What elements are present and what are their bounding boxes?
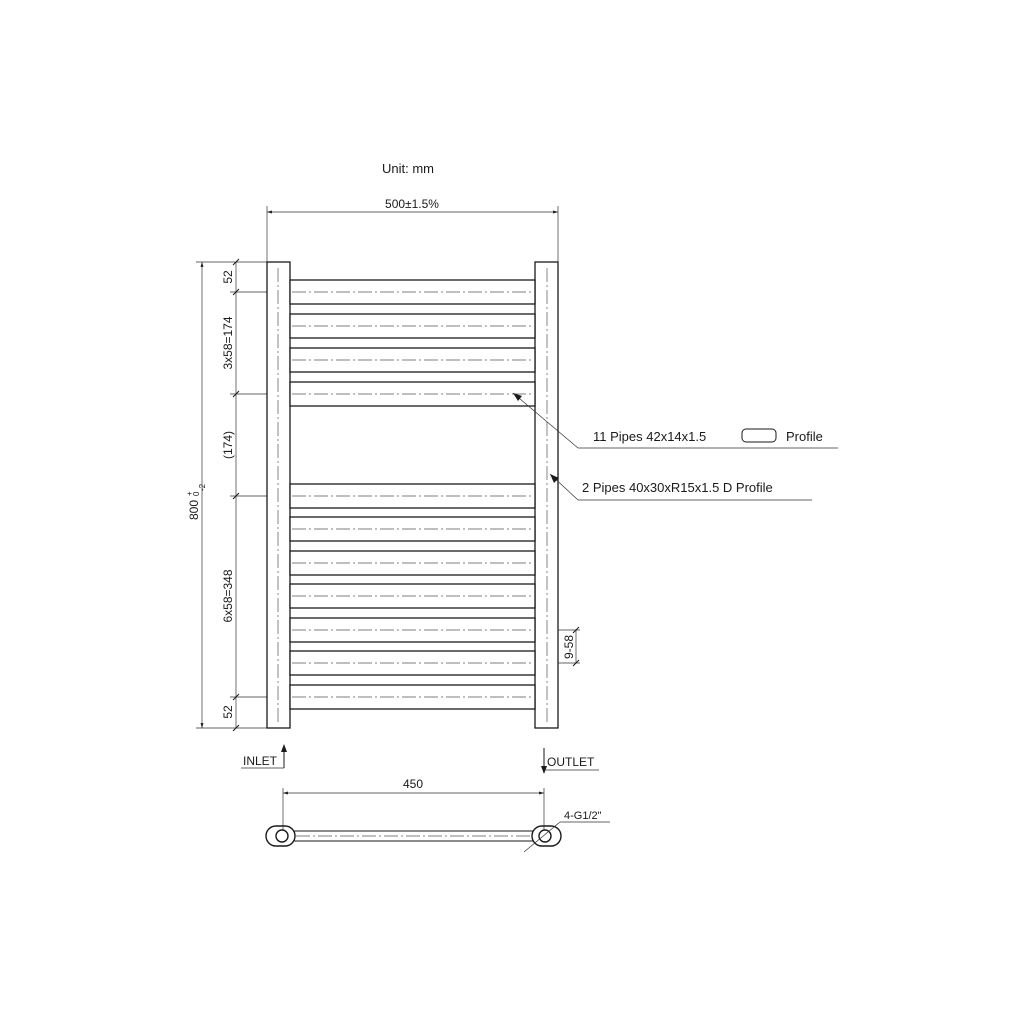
columns-note: 2 Pipes 40x30xR15x1.5 D Profile [582, 480, 773, 495]
height-tolerance-lower: -2 [198, 483, 207, 491]
dim-bottom-gap-label: 52 [221, 705, 235, 719]
pitch-dimension [558, 627, 580, 666]
pipes-note: 11 Pipes 42x14x1.5 [593, 429, 707, 444]
height-tolerance-zero: 0 [192, 491, 201, 496]
right-column-pipe [535, 262, 558, 728]
rung [290, 651, 535, 675]
width-dimension-label: 500±1.5% [385, 197, 439, 211]
rung [290, 314, 535, 338]
rung [290, 348, 535, 372]
unit-label: Unit: mm [382, 161, 434, 176]
dim-bottom-group-label: 6x58=348 [221, 569, 235, 623]
height-dimension-label: 800 [187, 499, 201, 521]
profile-label: Profile [786, 429, 823, 444]
outlet-label: OUTLET [547, 755, 595, 769]
left-column-pipe [267, 262, 290, 728]
height-tolerance-upper: + [185, 491, 194, 496]
connection-spacing-dimension [283, 777, 544, 830]
rungs [290, 280, 535, 709]
bottom-view [266, 826, 561, 846]
inlet-label: INLET [243, 754, 278, 768]
rung [290, 517, 535, 541]
outlet-marker [541, 748, 599, 774]
thread-leader [524, 810, 610, 852]
connection-spacing-label: 450 [402, 777, 424, 791]
rung [290, 484, 535, 508]
thread-spec-label: 4-G1/2" [564, 810, 602, 822]
pitch-dimension-label: 9-58 [562, 634, 576, 660]
rung [290, 551, 535, 575]
rung [290, 584, 535, 608]
rung [290, 618, 535, 642]
rung [290, 280, 535, 304]
pipes-leader [513, 393, 838, 448]
rung [290, 685, 535, 709]
dim-middle-gap-label: (174) [221, 430, 235, 460]
width-dimension [267, 197, 558, 262]
columns-leader [550, 474, 812, 500]
dim-top-gap-label: 52 [221, 270, 235, 284]
profile-symbol [742, 429, 776, 442]
rung [290, 382, 535, 406]
dim-top-group-label: 3x58=174 [221, 316, 235, 370]
inlet-marker [241, 744, 287, 768]
